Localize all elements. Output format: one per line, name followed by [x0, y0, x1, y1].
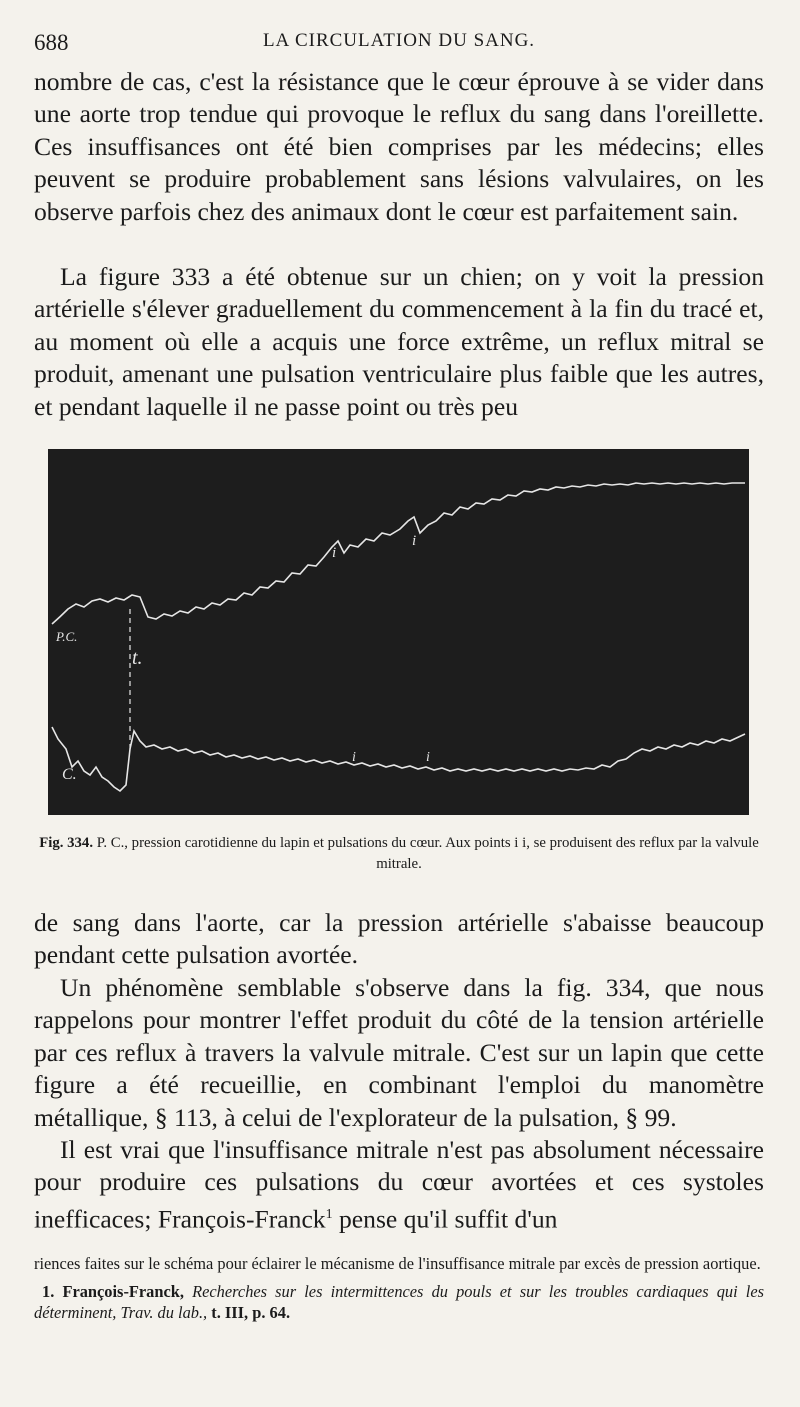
- footnote-title: Recherches sur les intermittences du pouls et sur les troubles cardiaques qui les déterminent, Trav. du lab.,: [34, 1281, 764, 1322]
- carotid-pressure-trace: [52, 483, 745, 624]
- page-number: 688: [34, 30, 69, 55]
- caption-text: P. C., pression carotidienne du lapin et pulsations du cœur. Aux points i i, se produisent des reflux par la valvule mitrale.: [93, 835, 759, 872]
- footnote-continued: riences faites sur le schéma pour éclairer le mécanisme de l'insuffisance mitrale par excès de pression aortique.: [34, 1254, 761, 1273]
- label-i-upper-1: i: [332, 545, 337, 561]
- footnote-author: François-Franck,: [62, 1281, 184, 1301]
- footnotes: [34, 1253, 764, 1324]
- label-pc: P.C.: [56, 629, 78, 644]
- footnote-reference: t. III, p. 64.: [207, 1303, 291, 1322]
- running-title: LA CIRCULATION DU SANG.: [262, 30, 536, 51]
- footnote-ref: 1: [325, 1206, 333, 1222]
- paragraph-3: de sang dans l'aorte, car la pression artérielle s'abaisse beaucoup pendant cette pulsation avortée.: [34, 908, 764, 970]
- figure-334-tracing: [48, 449, 749, 815]
- label-c: C.: [62, 766, 77, 783]
- paragraph-2: La figure 333 a été obtenue sur un chien; on y voit la pression artérielle s'élever graduellement du commencement à la fin du tracé et, au moment où elle a acquis une force extrême, un reflux mitral se produit, amenant une pulsation ventriculaire plus faible que les autres, et pendant laquelle il ne passe point ou très peu: [34, 262, 764, 421]
- label-i-lower-1: i: [352, 750, 356, 765]
- paragraph-5-end: pense qu'il suffit d'un: [332, 1204, 558, 1234]
- paragraph-4: Un phénomène semblable s'observe dans la fig. 334, que nous rappelons pour montrer l'effet produit du côté de la tension artérielle par ces reflux à travers la valvule mitrale. C'est sur un lapin que cette figure a été recueillie, en combinant l'emploi du manomètre métallique, § 113, à celui de l'explorateur de la pulsation, § 99.: [34, 973, 764, 1132]
- label-t: t.: [132, 647, 143, 669]
- paragraph-1: nombre de cas, c'est la résistance que le cœur éprouve à se vider dans une aorte trop tendue qui provoque le reflux du sang dans l'oreillette. Ces insuffisances ont été bien comprises par les médecins; elles peuvent se produire probablement sans lésions valvulaires, on les observe parfois chez des animaux dont le cœur est parfaitement sain.: [34, 67, 764, 226]
- paragraph-5-text: Il est vrai que l'insuffisance mitrale n'est pas absolument nécessaire pour produire ces pulsations du cœur avortées et ces systoles inefficaces; François-Franck: [34, 1135, 764, 1234]
- paragraph-5: [34, 1134, 764, 1236]
- page-header: [34, 30, 764, 58]
- footnote-number: 1.: [42, 1281, 55, 1301]
- label-i-lower-2: i: [426, 750, 430, 765]
- footnote-1: [34, 1281, 764, 1324]
- heart-pulse-trace: [52, 727, 745, 791]
- label-i-upper-2: i: [412, 533, 417, 549]
- tracing-svg: [48, 449, 749, 815]
- figure-caption: [34, 833, 764, 875]
- caption-label: Fig. 334.: [39, 835, 94, 851]
